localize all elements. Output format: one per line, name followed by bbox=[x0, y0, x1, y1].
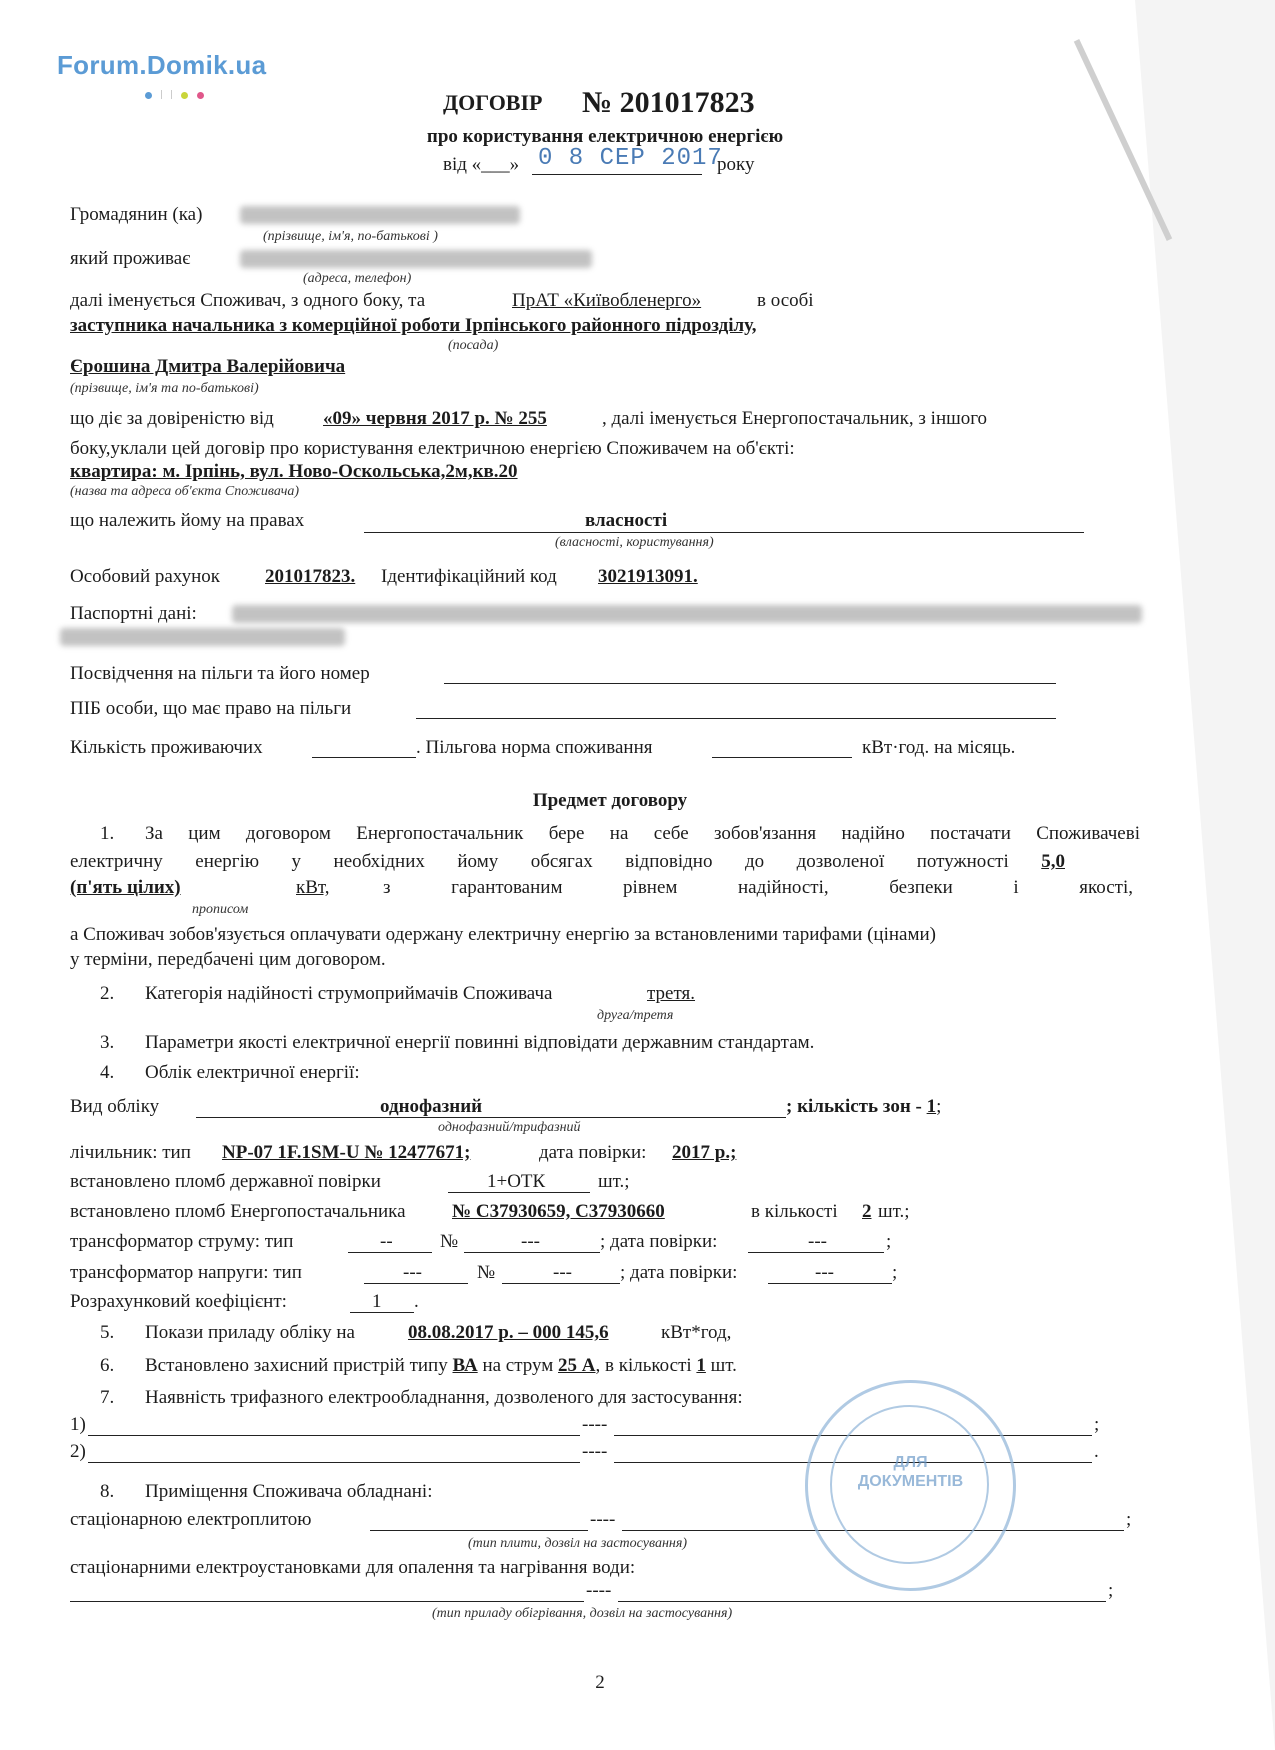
p7-text: Наявність трифазного електрообладнання, дозволеного для застосування: bbox=[145, 1387, 743, 1408]
company-stamp: ДЛЯ ДОКУМЕНТІВ bbox=[805, 1380, 1016, 1591]
proxy-prefix: що діє за довіреністю від bbox=[70, 408, 274, 429]
zones-value: 1 bbox=[926, 1096, 937, 1117]
supplier-seals-qty-label: в кількості bbox=[751, 1201, 838, 1222]
in-person-label: в особі bbox=[757, 290, 814, 311]
p6-text: Встановлено захисний пристрій типу ВА на струм 25 А, в кількості 1 шт. bbox=[145, 1355, 737, 1376]
redacted-address bbox=[240, 250, 592, 268]
meter-verify-label: дата повірки: bbox=[539, 1142, 647, 1163]
account-value: 201017823. bbox=[265, 566, 356, 587]
meter-label: лічильник: тип bbox=[70, 1142, 191, 1163]
p2-text: Категорія надійності струмоприймачів Споживача bbox=[145, 983, 553, 1004]
power-hint: прописом bbox=[192, 902, 249, 917]
metering-label: Вид обліку bbox=[70, 1096, 160, 1117]
ownership-label: що належить йому на правах bbox=[70, 510, 305, 531]
p4-text: Облік електричної енергії: bbox=[145, 1062, 360, 1083]
proxy-value: «09» червня 2017 р. № 255 bbox=[323, 408, 547, 429]
p8-text: Приміщення Споживача обладнані: bbox=[145, 1481, 433, 1502]
redacted-citizen-name bbox=[240, 206, 520, 224]
supplier-seals-pcs: шт.; bbox=[878, 1201, 910, 1222]
state-seals-value: 1+ОТК bbox=[487, 1171, 546, 1192]
p3-number: 3. bbox=[100, 1032, 115, 1053]
p5-text: Покази приладу обліку на bbox=[145, 1322, 355, 1343]
state-seals-label: встановлено пломб державної повірки bbox=[70, 1171, 381, 1192]
stove-label: стаціонарною електроплитою bbox=[70, 1509, 312, 1530]
position-hint: (посада) bbox=[448, 338, 499, 353]
p1-line5: у терміни, передбачені цим договором. bbox=[70, 949, 386, 970]
vt-label: трансформатор напруги: тип bbox=[70, 1262, 302, 1283]
ct-label: трансформатор струму: тип bbox=[70, 1231, 294, 1252]
p2-number: 2. bbox=[100, 983, 115, 1004]
citizen-label: Громадянин (ка) bbox=[70, 204, 203, 225]
contract-title-word: ДОГОВІР bbox=[443, 90, 543, 115]
watermark-dot bbox=[197, 92, 204, 99]
coefficient-label: Розрахунковий коефіцієнт: bbox=[70, 1291, 287, 1312]
p4-number: 4. bbox=[100, 1062, 115, 1083]
contract-number: № 201017823 bbox=[582, 86, 755, 119]
p1-line1: За цим договором Енергопостачальник бере на себе зобов'язання надійно постачати Споживачеві bbox=[145, 823, 1140, 844]
residents-label: Кількість проживаючих bbox=[70, 737, 263, 758]
category-hint: друга/третя bbox=[597, 1008, 674, 1023]
account-label: Особовий рахунок bbox=[70, 566, 220, 587]
object-address: квартира: м. Ірпінь, вул. Ново-Оскольська,2м,кв.20 bbox=[70, 461, 518, 482]
id-code-label: Ідентифікаційний код bbox=[381, 566, 557, 587]
p1-line4: а Споживач зобов'язується оплачувати одержану електричну енергію за встановленими тарифами (цінами) bbox=[70, 924, 936, 945]
benefit-certificate-label: Посвідчення на пільги та його номер bbox=[70, 663, 370, 684]
stove-hint: (тип плити, дозвіл на застосування) bbox=[468, 1536, 688, 1551]
state-seals-pcs: шт.; bbox=[598, 1171, 630, 1192]
supplier-seals-numbers: № С37930659, С37930660 bbox=[452, 1201, 665, 1222]
watermark-dots bbox=[145, 86, 213, 96]
norm-label: . Пільгова норма споживання bbox=[416, 737, 653, 758]
supplier-seals-label: встановлено пломб Енергопостачальника bbox=[70, 1201, 406, 1222]
date-suffix: року bbox=[717, 154, 755, 175]
p1-number: 1. bbox=[100, 823, 115, 844]
document-page: Forum.Domik.ua ДОГОВІР № 201017823 про користування електричною енергією від «___» 0 8 СЕР 2017 року Громадянин (ка) (прізвище, ім'я, по-батькові ) який проживає (адреса, телефон) далі іменується Споживач, з одного боку, та ПрАТ «Київобленерго» в особі заступника начальника з комерційної роботи Ірпінського районного підрозділу, (посада) Єрошина Дмитра Валерійовича (прізвище, ім'я та по-батькові) що діє за довіреністю від «09» червня 2017 р. № 255 , далі іменується Енергопостачальник, з іншого боку,уклали цей договір про користування електричною енергією Споживачем на об'єкті: квартира: м. Ірпінь, вул. Ново-Оскольська,2м,кв.20 (назва та адреса об'єкта Споживача) що належить йому на правах власності (власності, користування) Особовий рахунок 201017823. Ідентифікаційний код 3021913091. Паспортні дані: Посвідчення на пільги та його номер ПІБ особи, що має право на пільги Кількість проживаючих . Пільгова норма споживання кВт·год. на місяць. Предмет договору 1. За цим договором Енергопостачальник бере на себе зобов'язання надійно постачати Споживачеві електричну енергію у необхідних йому обсягах відповідно до дозволеної потужності 5,0 (п'ять цілих) кВт, з гарантованим рівнем надійності, безпеки і якості, прописом а Споживач зобов'язується оплачувати одержану електричну енергію за встановленими тарифами (цінами) у терміни, передбачені цим договором. 2. Категорія надійності струмоприймачів Споживача третя. друга/третя 3. Параметри якості електричної енергії повинні відповідати державним стандартам. 4. Облік електричної енергії: Вид обліку однофазний ; кількість зон - 1; однофазний/трифазний лічильник: тип NP-07 1F.1SM-U № 12477671; дата повірки: 2017 р.; встановлено пломб державної повірки 1+ОТК шт.; встановлено пломб Енергопостачальника № С37930659, С37930660 в кількості 2 шт.; трансформатор струму: тип -- № --- ; дата повірки: --- ; трансформатор напруги: тип --- № --- ; дата повірки: --- ; Розрахунковий коефіцієнт: 1 . 5. Покази приладу обліку на 08.08.2017 р. – 000 145,6 кВт*год, 6. Встановлено захисний пристрій типу ВА на струм 25 А, в кількості 1 шт. 7. Наявність трифазного електрообладнання, дозволеного для застосування: 1) ---- ; 2) ---- . 8. Приміщення Споживача обладнані: стаціонарною електроплитою ---- ; (тип плити, дозвіл на застосування) стаціонарними електроустановками для опалення та нагрівання води: ---- ; (тип приладу обігрівання, дозвіл на застосування) ДЛЯ ДОКУМЕНТІВ 2 bbox=[0, 0, 1275, 1750]
watermark-dot bbox=[145, 92, 152, 99]
power-value: 5,0 bbox=[1041, 851, 1065, 872]
p7-number: 7. bbox=[100, 1387, 115, 1408]
reliability-category: третя. bbox=[647, 983, 696, 1004]
power-unit: кВт, bbox=[296, 877, 330, 898]
citizen-hint: (прізвище, ім'я, по-батькові ) bbox=[263, 229, 438, 244]
representative-position: заступника начальника з комерційної роботи Ірпінського районного підрозділу, bbox=[70, 315, 757, 336]
meter-type: NP-07 1F.1SM-U № 12477671; bbox=[222, 1142, 471, 1163]
representative-hint: (прізвище, ім'я та по-батькові) bbox=[70, 381, 259, 396]
power-words: (п'ять цілих) bbox=[70, 877, 181, 898]
metering-hint: однофазний/трифазний bbox=[438, 1120, 581, 1135]
page-number: 2 bbox=[595, 1672, 605, 1693]
breaker-current: 25 А bbox=[558, 1355, 596, 1376]
contract-subtitle: про користування електричною енергією bbox=[426, 126, 784, 147]
page-fold-shadow bbox=[1135, 0, 1275, 1750]
ownership-hint: (власності, користування) bbox=[555, 535, 714, 550]
meter-reading-unit: кВт*год, bbox=[661, 1322, 732, 1343]
date-prefix: від «___» bbox=[443, 154, 520, 175]
norm-unit: кВт·год. на місяць. bbox=[862, 737, 1016, 758]
supplier-name: ПрАТ «Київобленерго» bbox=[512, 290, 702, 311]
p6-number: 6. bbox=[100, 1355, 115, 1376]
p3-text: Параметри якості електричної енергії повинні відповідати державним стандартам. bbox=[145, 1032, 815, 1053]
coefficient-value: 1 bbox=[372, 1291, 382, 1312]
zones-label: ; кількість зон - 1; bbox=[786, 1096, 942, 1117]
ownership-value: власності bbox=[585, 510, 668, 531]
meter-verify-date: 2017 р.; bbox=[672, 1142, 737, 1163]
breaker-qty: 1 bbox=[696, 1355, 706, 1376]
redacted-passport bbox=[232, 605, 1142, 623]
metering-type: однофазний bbox=[380, 1096, 483, 1117]
p5-number: 5. bbox=[100, 1322, 115, 1343]
p1-line2: електричну енергію у необхідних йому обсягах відповідно до дозволеної потужності 5,0 bbox=[70, 851, 1065, 872]
supplier-seals-qty: 2 bbox=[862, 1201, 872, 1222]
benefit-person-label: ПІБ особи, що має право на пільги bbox=[70, 698, 352, 719]
proxy-suffix: , далі іменується Енергопостачальник, з іншого bbox=[602, 408, 988, 429]
breaker-type: ВА bbox=[452, 1355, 478, 1376]
subject-heading: Предмет договору bbox=[532, 790, 688, 811]
meter-reading: 08.08.2017 р. – 000 145,6 bbox=[408, 1322, 609, 1343]
equipment-row-1: 1) bbox=[70, 1414, 86, 1435]
residence-hint: (адреса, телефон) bbox=[303, 271, 412, 286]
id-code-value: 3021913091. bbox=[598, 566, 698, 587]
object-hint: (назва та адреса об'єкта Споживача) bbox=[70, 484, 300, 499]
redacted-passport-cont bbox=[60, 628, 345, 646]
passport-label: Паспортні дані: bbox=[70, 603, 197, 624]
residence-label: який проживає bbox=[70, 248, 191, 269]
watermark-logo: Forum.Domik.ua bbox=[57, 50, 267, 80]
heating-label: стаціонарними електроустановками для опалення та нагрівання води: bbox=[70, 1557, 636, 1578]
heating-hint: (тип приладу обігрівання, дозвіл на застосування) bbox=[432, 1606, 733, 1621]
representative-name: Єрошина Дмитра Валерійовича bbox=[70, 356, 346, 377]
p8-number: 8. bbox=[100, 1481, 115, 1502]
watermark-dot bbox=[181, 92, 188, 99]
equipment-row-2: 2) bbox=[70, 1441, 86, 1462]
p1-line3: з гарантованим рівнем надійності, безпеки і якості, bbox=[383, 877, 1133, 898]
date-stamp: 0 8 СЕР 2017 bbox=[538, 145, 723, 172]
consumer-line: далі іменується Споживач, з одного боку, та bbox=[70, 290, 426, 311]
object-line: боку,уклали цей договір про користування електричною енергією Споживачем на об'єкті: bbox=[70, 438, 795, 459]
